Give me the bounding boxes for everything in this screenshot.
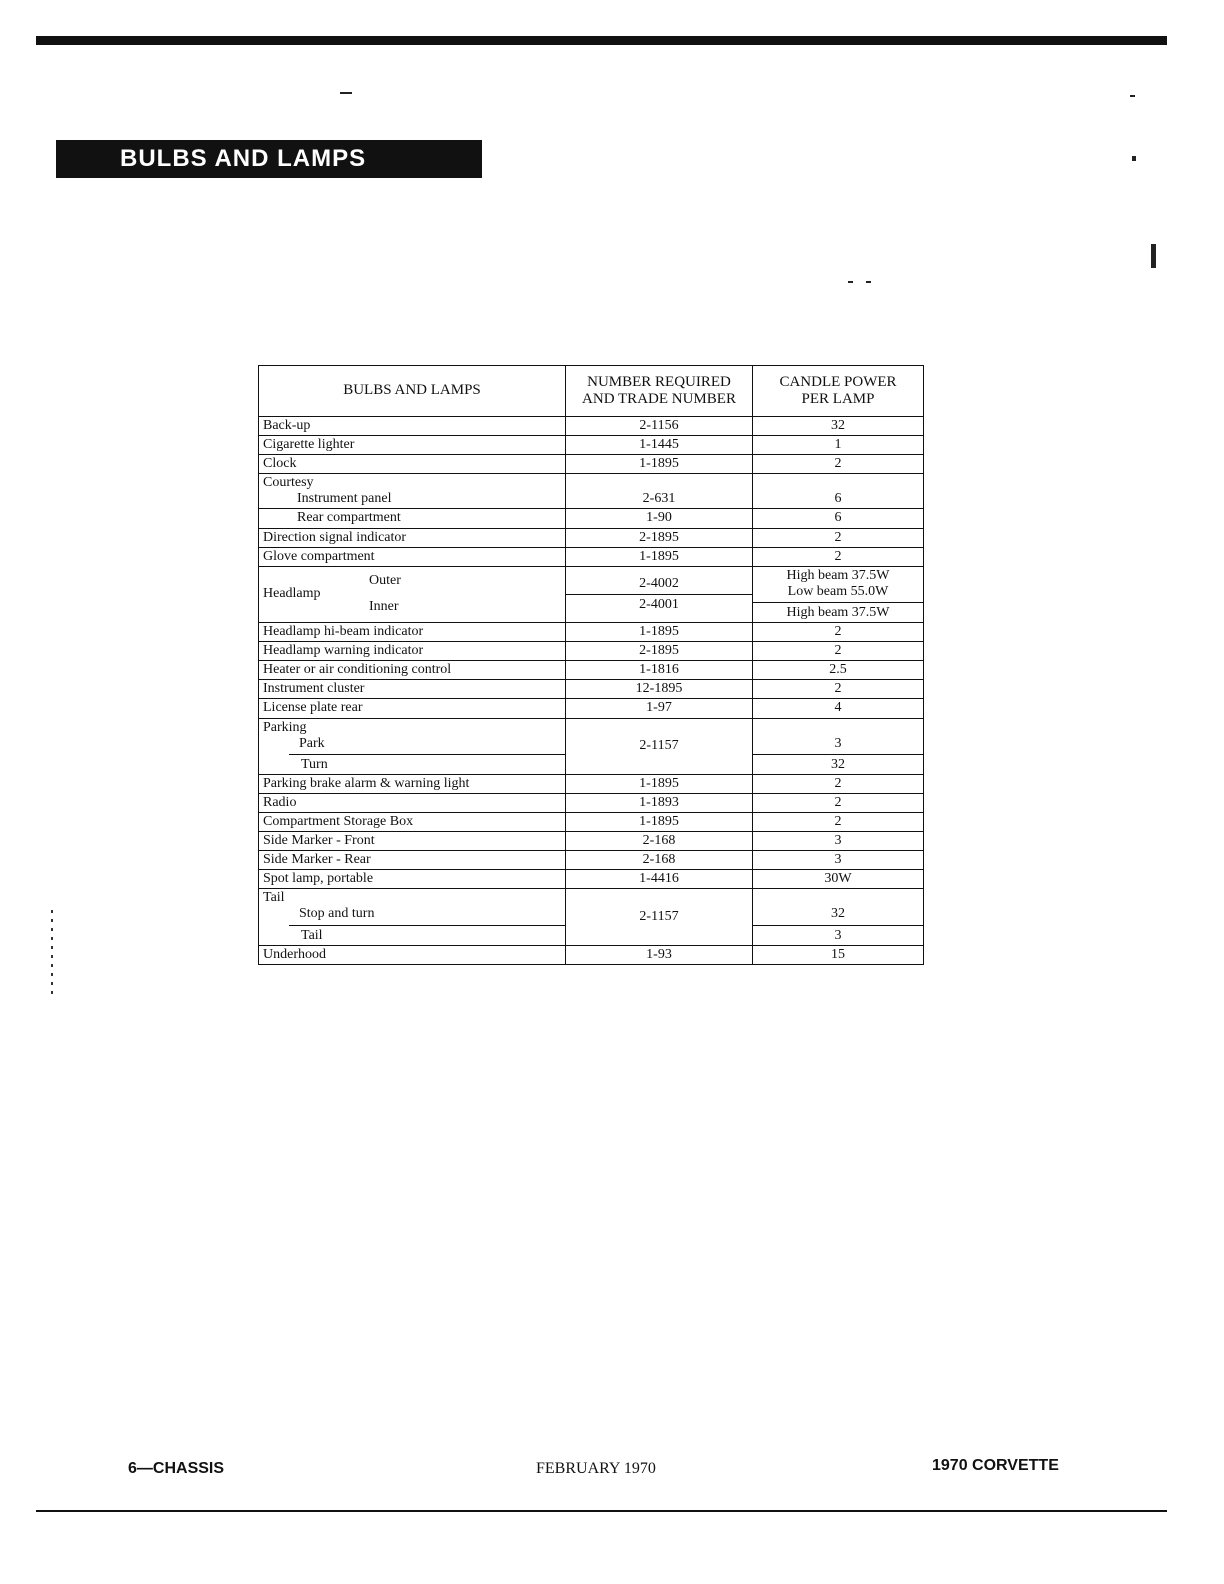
scan-speck (1132, 156, 1136, 161)
row-name-headlamp (259, 566, 566, 622)
row-candle-power: 6 (753, 509, 924, 528)
sub-candle-power: 32 (753, 754, 923, 773)
row-name-parking (259, 718, 566, 774)
row-candle-power: 2 (753, 812, 924, 831)
row-number: 2-168 (566, 851, 753, 870)
row-name: Glove compartment (259, 547, 566, 566)
table-row (259, 680, 924, 699)
group-label: Headlamp (263, 586, 321, 602)
row-number: 2-168 (566, 832, 753, 851)
table-row (259, 455, 924, 474)
scan-speck (848, 281, 853, 283)
table-row (259, 642, 924, 661)
table-row (259, 774, 924, 793)
row-number: 2-1895 (566, 528, 753, 547)
table-row (259, 417, 924, 436)
bottom-rule (36, 1510, 1167, 1512)
table-row (259, 870, 924, 889)
row-name: Compartment Storage Box (259, 812, 566, 831)
row-candle-power: 2 (753, 623, 924, 642)
header-number-line1: NUMBER REQUIRED (587, 373, 731, 390)
row-number: 1-93 (566, 945, 753, 964)
row-candle-power: 2 (753, 547, 924, 566)
row-candle-power: 2 (753, 528, 924, 547)
row-candle-power: 30W (753, 870, 924, 889)
sub-candle-power: 32 (831, 906, 845, 922)
sub-item-label: Inner (369, 599, 399, 615)
sub-item-label: Outer (369, 573, 401, 589)
sub-candle-power: 6 (834, 491, 842, 507)
table-row (259, 661, 924, 680)
row-candle-power (753, 474, 924, 509)
row-candle-power: 2 (753, 793, 924, 812)
row-candle-power: 15 (753, 945, 924, 964)
bulbs-lamps-table (258, 365, 924, 965)
row-name: Instrument cluster (259, 680, 566, 699)
section-title: BULBS AND LAMPS (56, 140, 482, 178)
scan-speck (51, 910, 53, 995)
row-candle-power: 2 (753, 642, 924, 661)
row-number: 1-1895 (566, 812, 753, 831)
row-candle-power: 32 (753, 417, 924, 436)
scan-speck (1151, 244, 1156, 268)
row-number: 12-1895 (566, 680, 753, 699)
table-row (259, 832, 924, 851)
group-label: Tail (263, 890, 285, 906)
footer-section-label: 6—CHASSIS (128, 1460, 225, 1477)
row-name: Side Marker - Front (259, 832, 566, 851)
group-label: Courtesy (263, 475, 314, 491)
row-name: Back-up (259, 417, 566, 436)
top-rule (36, 36, 1167, 45)
row-name: Cigarette lighter (259, 436, 566, 455)
table-row (259, 623, 924, 642)
sub-number: 2-631 (642, 491, 676, 507)
row-candle-power: 2 (753, 774, 924, 793)
row-candle-power: 2 (753, 680, 924, 699)
table-row (259, 945, 924, 964)
header-candle-line2: PER LAMP (801, 391, 875, 407)
row-number: 1-1895 (566, 774, 753, 793)
row-number: 1-1893 (566, 793, 753, 812)
scan-speck (866, 281, 871, 283)
row-name (259, 509, 566, 528)
table-row-courtesy (259, 474, 924, 509)
row-name: Spot lamp, portable (259, 870, 566, 889)
scan-speck (340, 92, 352, 94)
footer-publication: 1970 CORVETTE (932, 1457, 1059, 1474)
table-row-headlamp (259, 566, 924, 622)
row-candle-power (753, 889, 924, 945)
table-row (259, 436, 924, 455)
row-candle-power: 3 (753, 851, 924, 870)
row-name-courtesy (259, 474, 566, 509)
row-candle-power: 3 (753, 832, 924, 851)
sub-candle-power: High beam 37.5W (786, 567, 890, 583)
row-number: 1-1895 (566, 547, 753, 566)
table-row (259, 851, 924, 870)
table-row-tail (259, 889, 924, 945)
group-label: Parking (263, 719, 307, 735)
sub-candle-power: 3 (834, 735, 842, 751)
row-number: 2-1157 (566, 718, 753, 774)
row-number: 2-1157 (566, 889, 753, 945)
row-number: 1-4416 (566, 870, 753, 889)
sub-item-label: Tail (289, 925, 565, 944)
header-number-required (566, 366, 753, 417)
row-name: Radio (259, 793, 566, 812)
sub-item-label: Stop and turn (299, 906, 375, 922)
sub-number: 2-4001 (566, 594, 752, 613)
sub-candle-power: Low beam 55.0W (787, 583, 889, 599)
table-row-parking (259, 718, 924, 774)
row-name: Side Marker - Rear (259, 851, 566, 870)
footer-date: FEBRUARY 1970 (536, 1460, 656, 1477)
header-bulbs-and-lamps: BULBS AND LAMPS (259, 366, 566, 417)
row-number: 2-1895 (566, 642, 753, 661)
sub-item-label: Rear compartment (297, 510, 401, 526)
table-row (259, 699, 924, 718)
row-name: Parking brake alarm & warning light (259, 774, 566, 793)
row-name: Underhood (259, 945, 566, 964)
row-name: Clock (259, 455, 566, 474)
row-number: 1-1816 (566, 661, 753, 680)
sub-item-label: Turn (289, 754, 565, 773)
row-candle-power: 2 (753, 455, 924, 474)
row-name: Direction signal indicator (259, 528, 566, 547)
row-candle-power: 4 (753, 699, 924, 718)
row-number: 1-1895 (566, 455, 753, 474)
table-row (259, 793, 924, 812)
row-name: Headlamp warning indicator (259, 642, 566, 661)
row-name: License plate rear (259, 699, 566, 718)
sub-number: 2-4002 (639, 575, 679, 591)
row-name: Heater or air conditioning control (259, 661, 566, 680)
row-candle-power (753, 718, 924, 774)
row-name: Headlamp hi-beam indicator (259, 623, 566, 642)
table-header-row (259, 366, 924, 417)
header-candle-line1: CANDLE POWER (779, 373, 897, 390)
row-number: 1-90 (566, 509, 753, 528)
headlamp-group (263, 568, 561, 620)
sub-item-label: Instrument panel (297, 491, 392, 507)
row-candle-power: 2.5 (753, 661, 924, 680)
header-candle-power (753, 366, 924, 417)
table-row (259, 528, 924, 547)
sub-candle-power: 3 (753, 925, 923, 944)
table-row (259, 547, 924, 566)
header-number-line2: AND TRADE NUMBER (582, 391, 736, 407)
table-row (259, 509, 924, 528)
table-row (259, 812, 924, 831)
row-candle-power (753, 566, 924, 622)
row-number (566, 566, 753, 622)
sub-item-label: Park (299, 735, 325, 751)
row-candle-power: 1 (753, 436, 924, 455)
row-number: 2-1156 (566, 417, 753, 436)
row-number: 1-1895 (566, 623, 753, 642)
row-number: 1-97 (566, 699, 753, 718)
scan-speck (1130, 95, 1135, 97)
row-number (566, 474, 753, 509)
sub-candle-power: High beam 37.5W (753, 602, 923, 621)
row-number: 1-1445 (566, 436, 753, 455)
row-name-tail (259, 889, 566, 945)
headlamp-parts (363, 568, 401, 620)
